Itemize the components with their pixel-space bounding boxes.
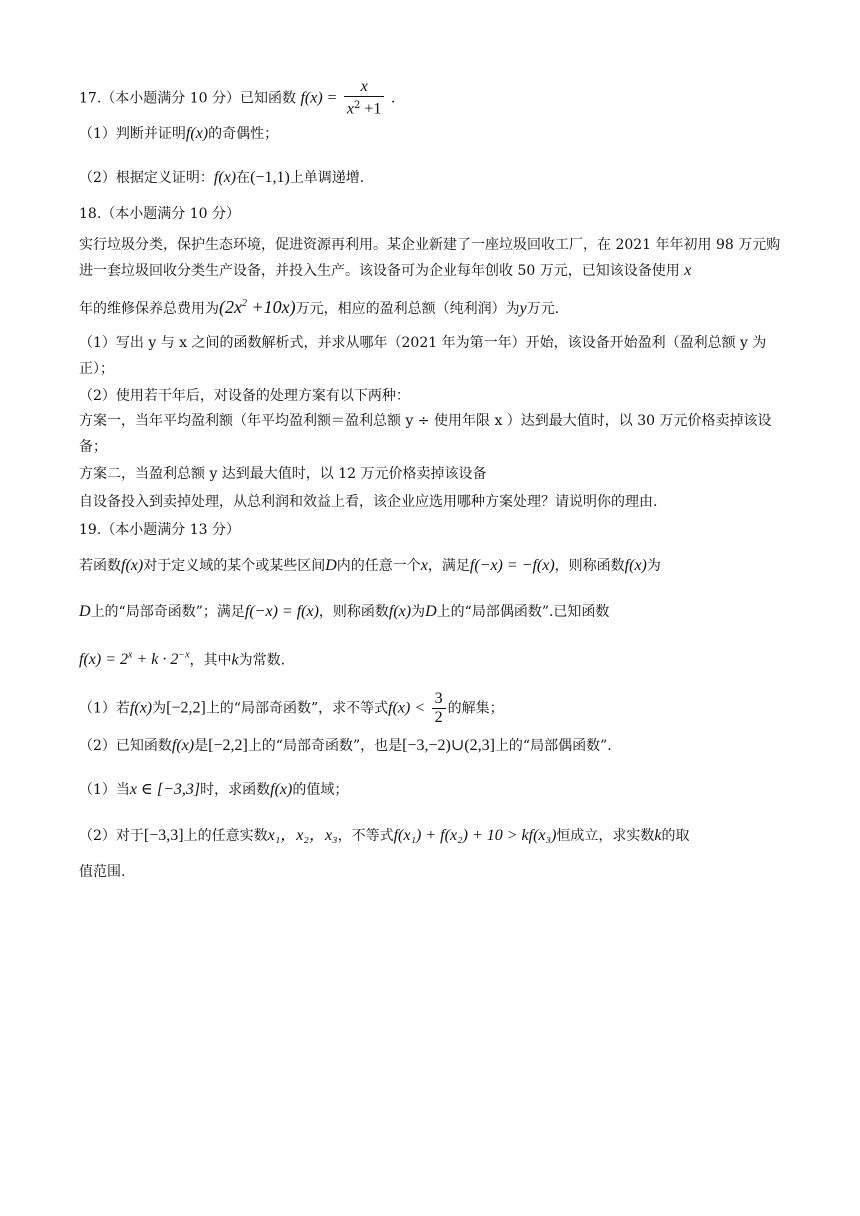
q17-p2-text: （2）根据定义证明： — [79, 170, 214, 186]
q19-s2-a: （2）对于 — [79, 828, 144, 844]
q19-s2-e: 的取 — [661, 828, 690, 844]
q19-l1-fx2: f(x) — [624, 557, 647, 574]
q19-p2-interval2: [−3,−2)∪(2,3] — [402, 737, 495, 754]
q17-p2-interval: (−1,1) — [250, 169, 290, 186]
q18-cost-line — [79, 294, 559, 319]
q18-cost-text: 年的维修保养总费用为 — [79, 301, 219, 317]
q17-head-text: 17.（本小题满分 10 分）已知函数 — [79, 90, 296, 107]
q19-s2-b: 上的任意实数 — [183, 828, 268, 844]
q18-intro-text: 实行垃圾分类，保护生态环境，促进资源再利用。某企业新建了一座垃圾回收工厂，在 2021 年年初用 98 万元购进一套垃圾回收分类生产设备，并投入生产。该设备可为企业每年创收 50 万元，已知该设备使用 — [79, 237, 781, 279]
q19-l1-c: 内的任意一个 — [336, 558, 421, 574]
q19-l3-c: ，其中 — [189, 652, 232, 669]
q19-s1-cond: x ∈ [−3,3] — [129, 781, 201, 798]
q19-p2-fx: f(x) — [171, 737, 195, 754]
q19-p1-den: 2 — [434, 709, 443, 726]
q19-l2-eq: f(−x) = f(x) — [244, 603, 319, 620]
q19-l1-x: x — [420, 557, 428, 574]
q19-s1-a: （1）当 — [79, 782, 130, 798]
q19-l1-e: ，则称函数 — [554, 558, 625, 574]
q19-l3-exp1: x — [128, 650, 133, 661]
q17-func: f(x) = — [300, 89, 338, 107]
q18-question: 自设备投入到卖掉处理，从总利润和效益上看，该企业应选用哪种方案处理？请说明你的理由. — [79, 494, 658, 510]
q18-y: y — [519, 300, 527, 317]
q17-p2-in: 在 — [236, 170, 251, 186]
q19-p1-a: （1）若 — [79, 700, 130, 717]
q19-l3-exp2: −x — [178, 650, 190, 661]
q19-s2-k: k — [654, 827, 662, 844]
q19-l3-b: + k · 2 — [132, 651, 179, 669]
q19-l1-a: 若函数 — [79, 558, 121, 574]
q17-frac-num: x — [344, 78, 385, 97]
q19-subpart2-cont: 值范围. — [79, 864, 126, 880]
q19-p2-d: 上的“局部偶函数”. — [494, 738, 612, 754]
q18-cost-expr — [219, 297, 296, 317]
q19-p1-b: 为 — [152, 700, 167, 717]
q17-p1-fx: f(x) — [185, 125, 209, 142]
q19-l2-b: ，则称函数 — [318, 604, 389, 620]
q19-p1-interval: [−2,2] — [166, 699, 206, 717]
q17-den-exp: 2 — [354, 100, 361, 111]
q19-l2-D: D — [79, 603, 91, 620]
q19-def-line3 — [79, 646, 285, 670]
q19-def-line2 — [79, 602, 609, 622]
q19-p2-b: 是 — [194, 738, 209, 754]
q17-frac-den — [344, 97, 385, 119]
q18-plan1: 方案一，当年平均盈利额（年平均盈利额＝盈利总额 y ÷ 使用年限 x ）达到最大值时，以 30 万元价格卖掉该设备； — [79, 413, 772, 455]
q17-part1 — [79, 124, 278, 144]
q17-den-tail: +1 — [360, 100, 382, 118]
q17-p1-text: （1）判断并证明 — [79, 126, 186, 142]
q17-p2-tail: 上单调递增. — [289, 170, 365, 186]
q19-p1-d: 的解集； — [447, 700, 504, 717]
q19-p1-c: 上的“局部奇函数”，求不等式 — [205, 700, 389, 717]
q19-p1-num: 3 — [432, 690, 446, 709]
q19-p1-fx: f(x) — [129, 699, 153, 717]
q19-p1-ineq: f(x) < — [388, 699, 426, 717]
q17-heading — [79, 78, 395, 119]
q19-subpart2 — [79, 826, 690, 846]
q18-part2: （2）使用若干年后，对设备的处理方案有以下两种： — [79, 388, 410, 404]
q18-cost-a: (2x — [219, 297, 242, 317]
q18-heading: 18.（本小题满分 10 分） — [79, 206, 240, 222]
q18-part1: （1）写出 y 与 x 之间的函数解析式，并求从哪年（2021 年为第一年）开始，该设备开始盈利（盈利总额 y 为正）； — [79, 335, 767, 377]
q18-cost-b: +10x) — [246, 297, 296, 317]
q17-den-base: x — [346, 100, 354, 118]
q18-intro-x: x — [684, 262, 692, 279]
q19-s2-interval: [−3,3] — [143, 827, 184, 844]
q19-l2-a: 上的“局部奇函数”；满足 — [90, 604, 245, 620]
q19-l3-expr — [79, 651, 190, 668]
q19-heading: 19.（本小题满分 13 分） — [79, 522, 240, 538]
q19-l2-D2: D — [425, 603, 437, 620]
q19-def-line1 — [79, 556, 661, 576]
q18-cost-exp: 2 — [241, 298, 247, 309]
q19-l3-d: 为常数. — [238, 652, 286, 669]
q19-p2-a: （2）已知函数 — [79, 738, 172, 754]
q19-l2-fx: f(x) — [388, 603, 412, 620]
q19-l1-fx: f(x) — [121, 557, 144, 574]
q18-plan2: 方案二，当盈利总额 y 达到最大值时，以 12 万元价格卖掉该设备 — [79, 466, 487, 482]
q19-s2-vars: x₁，x₂，x₃ — [267, 827, 338, 844]
q18-intro — [79, 232, 785, 284]
q19-l2-d: 上的“局部偶函数”.已知函数 — [436, 604, 610, 620]
q19-s1-b: 时，求函数 — [200, 782, 271, 798]
q18-unit: 万元. — [526, 301, 560, 317]
q17-fraction — [344, 78, 385, 119]
q19-p2-interval: [−2,2] — [208, 737, 248, 754]
q19-l1-eq: f(−x) = −f(x) — [469, 557, 555, 574]
q19-l3-a: f(x) = 2 — [79, 651, 128, 669]
q17-part2 — [79, 168, 364, 188]
q19-l3-k: k — [231, 651, 239, 669]
q19-l1-b: 对于定义域的某个或某些区间 — [143, 558, 326, 574]
q19-l1-g: 为 — [646, 558, 661, 574]
q19-s2-c: ，不等式 — [337, 828, 394, 844]
q19-l1-d: ，满足 — [427, 558, 470, 574]
q19-s1-fx: f(x) — [270, 781, 293, 798]
q19-l2-c: 为 — [411, 604, 426, 620]
q19-p1-fraction — [432, 690, 446, 727]
q19-part2 — [79, 736, 612, 756]
q17-p1-tail: 的奇偶性； — [208, 126, 279, 142]
q19-part1 — [79, 690, 504, 727]
q19-s1-c: 的值域； — [292, 782, 349, 798]
q17-p2-fx: f(x) — [213, 169, 237, 186]
q19-l1-D: D — [325, 557, 337, 574]
q19-p2-c: 上的“局部奇函数”，也是 — [247, 738, 403, 754]
q19-s2-d: 恒成立，求实数 — [556, 828, 655, 844]
q19-subpart1 — [79, 780, 348, 800]
q19-s2-ineq: f(x₁) + f(x₂) + 10 > kf(x₃) — [393, 827, 557, 844]
q18-profit-text: 万元，相应的盈利总额（纯利润）为 — [295, 301, 520, 317]
q17-end: . — [390, 90, 396, 107]
